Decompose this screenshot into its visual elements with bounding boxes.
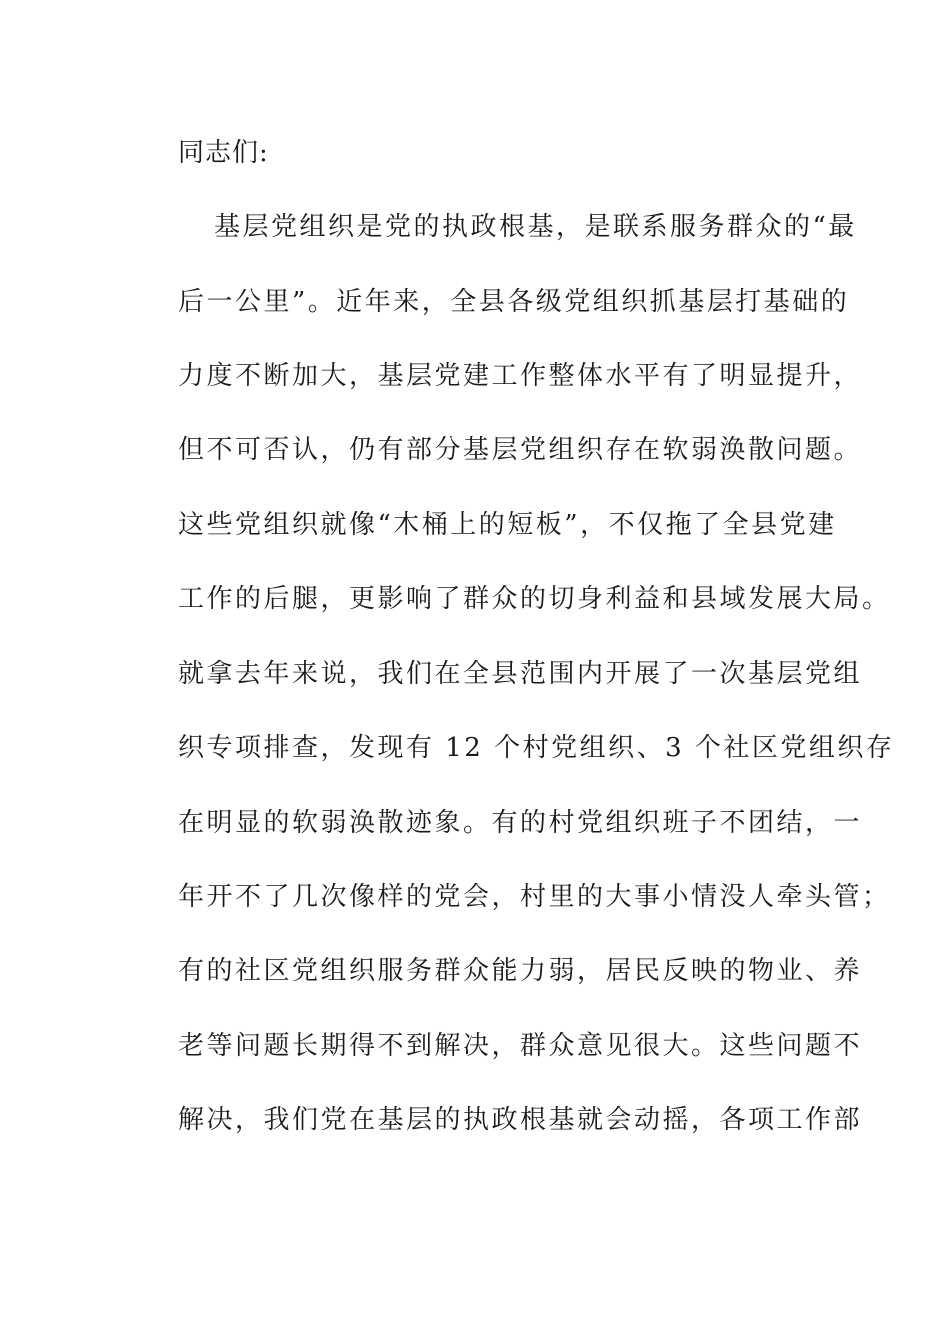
body-line: 在明显的软弱涣散迹象。有的村党组织班子不团结，一 [178, 808, 863, 838]
body-line: 力度不断加大，基层党建工作整体水平有了明显提升， [178, 361, 863, 391]
body-line: 工作的后腿，更影响了群众的切身利益和县域发展大局。 [178, 584, 891, 614]
body-line: 解决，我们党在基层的执政根基就会动摇，各项工作部 [178, 1105, 863, 1135]
body-line: 有的社区党组织服务群众能力弱，居民反映的物业、养 [178, 956, 863, 986]
body-line: 年开不了几次像样的党会，村里的大事小情没人牵头管； [178, 882, 891, 912]
body-line: 织专项排查，发现有 12 个村党组织、3 个社区党组织存 [178, 733, 895, 763]
greeting: 同志们: [178, 138, 269, 168]
body-line: 这些党组织就像“木桶上的短板”，不仅拖了全县党建 [178, 510, 837, 540]
body-line: 基层党组织是党的执政根基，是联系服务群众的“最 [214, 212, 857, 242]
body-line: 老等问题长期得不到解决，群众意见很大。这些问题不 [178, 1031, 863, 1061]
body-line: 但不可否认，仍有部分基层党组织存在软弱涣散问题。 [178, 435, 863, 465]
body-line: 就拿去年来说，我们在全县范围内开展了一次基层党组 [178, 659, 863, 689]
body-line: 后一公里”。近年来，全县各级党组织抓基层打基础的 [178, 287, 850, 317]
